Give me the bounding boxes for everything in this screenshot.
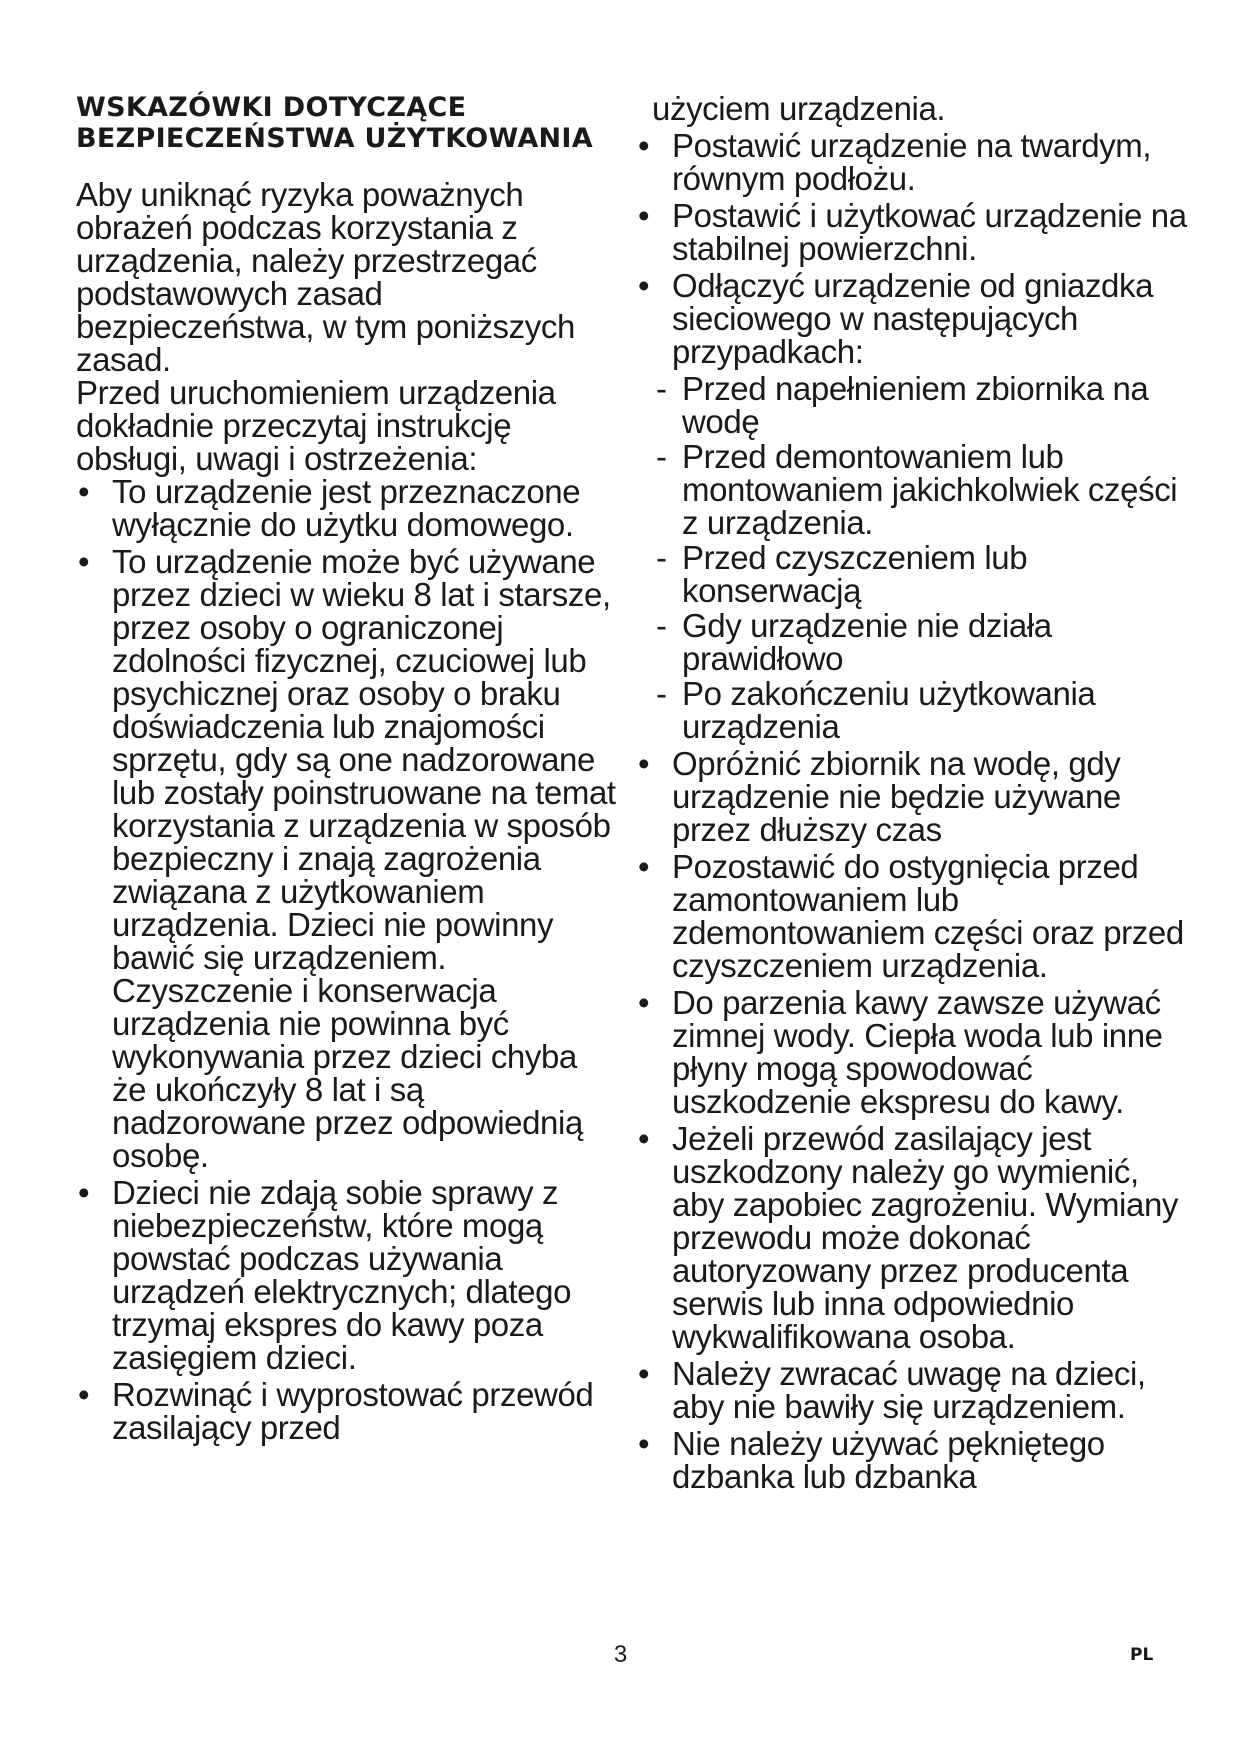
list-item [76,1376,616,1447]
list-item-text: Postawić i użytkować urządzenie na stabilnej powierzchni. [672,197,1187,267]
list-item-text: Nie należy używać pękniętego dzbanka lub dzbanka [672,1425,1105,1495]
bullet-icon: • [638,1355,650,1392]
dash-icon: - [656,370,667,407]
section-heading: WSKAZÓWKI DOTYCZĄCE BEZPIECZEŃSTWA UŻYTKOWANIA [76,92,593,155]
language-tag: PL [1130,1645,1154,1665]
continued-text: użyciem urządzenia. [652,90,946,127]
dash-item-text: Po zakończeniu użytkowania urządzenia [682,675,1096,745]
bullet-icon: • [638,1120,650,1157]
dash-item-text: Gdy urządzenie nie działa prawidłowo [682,607,1052,677]
dash-icon: - [656,607,667,644]
list-item-text: Odłączyć urządzenie od gniazdka sieciowego w następujących przypadkach: [672,267,1154,370]
list-item [76,543,616,1175]
list-item [636,1122,1196,1353]
dash-icon: - [656,675,667,712]
right-bullet-list-a [636,129,1196,368]
list-item-text: Należy zwracać uwagę na dzieci, aby nie bawiły się urządzeniem. [672,1355,1146,1425]
list-item [76,473,616,544]
bullet-icon: • [638,127,650,164]
bullet-icon: • [78,1174,90,1212]
list-item [636,1357,1196,1423]
list-item [636,850,1196,982]
list-item-text: Dzieci nie zdają sobie sprawy z niebezpieczeństw, które mogą powstać podczas używania urządzeń elektrycznych; dlatego trzymaj ekspres do kawy poza zasięgiem dzieci. [112,1174,572,1377]
bullet-icon: • [78,543,90,581]
list-item [76,1174,616,1377]
dash-item-text: Przed demontowaniem lub montowaniem jakichkolwiek części z urządzenia. [682,438,1178,541]
bullet-icon: • [78,1376,90,1414]
bullet-icon: • [638,267,650,304]
list-item-text: Opróżnić zbiornik na wodę, gdy urządzenie nie będzie używane przez dłuższy czas [672,745,1121,848]
dash-item [656,440,1196,539]
list-item [636,269,1196,368]
bullet-icon: • [638,745,650,782]
list-item-text: To urządzenie jest przeznaczone wyłącznie do użytku domowego. [112,473,581,544]
intro-paragraph: Aby uniknąć ryzyka poważnych obrażeń podczas korzystania z urządzenia, należy przestrzegać podstawowych zasad bezpieczeństwa, w tym poniższych zasad. [76,176,575,379]
list-item-text: Pozostawić do ostygnięcia przed zamontowaniem lub zdemontowaniem części oraz przed czyszczeniem urządzenia. [672,848,1184,984]
dash-item [656,677,1196,743]
bullet-icon: • [638,197,650,234]
list-item-text: Postawić urządzenie na twardym, równym podłożu. [672,127,1152,197]
list-item [636,1427,1196,1493]
dash-list [636,372,1196,743]
dash-icon: - [656,438,667,475]
bullet-icon: • [78,473,90,511]
bullet-icon: • [638,984,650,1021]
bullet-icon: • [638,848,650,885]
bullet-icon: • [638,1425,650,1462]
list-item-text: Jeżeli przewód zasilający jest uszkodzony należy go wymienić, aby zapobiec zagrożeniu. Wymiany przewodu może dokonać autoryzowany przez producenta serwis lub inna odpowiednio wykwalifikowana osoba. [672,1120,1178,1355]
dash-item-text: Przed czyszczeniem lub konserwacją [682,539,1028,609]
list-item [636,747,1196,846]
dash-item [656,541,1196,607]
list-item-text: Rozwinąć i wyprostować przewód zasilający przed [112,1376,594,1447]
list-item [636,129,1196,195]
dash-item [656,372,1196,438]
dash-item [656,609,1196,675]
right-bullet-list-b [636,747,1196,1493]
left-bullet-list [76,473,616,1447]
list-item-text: To urządzenie może być używane przez dzieci w wieku 8 lat i starsze, przez osoby o ograniczonej zdolności fizycznej, czuciowej lub psychicznej oraz osoby o braku doświadczenia lub znajomości sprzętu, gdy są one nadzorowane lub zostały poinstruowane na temat korzystania z urządzenia w sposób bezpieczny i znają zagrożenia związana z użytkowaniem urządzenia. Dzieci nie powinny bawić się urządzeniem. Czyszczenie i konserwacja urządzenia nie powinna być wykonywania przez dzieci chyba że ukończyły 8 lat i są nadzorowane przez odpowiednią osobę. [112,543,616,1175]
list-item [636,986,1196,1118]
left-column [76,92,616,1448]
list-item-text: Do parzenia kawy zawsze używać zimnej wody. Ciepła woda lub inne płyny mogą spowodować uszkodzenie ekspresu do kawy. [672,984,1163,1120]
page-number: 3 [613,1641,628,1668]
dash-item-text: Przed napełnieniem zbiornika na wodę [682,370,1149,440]
list-item [636,199,1196,265]
dash-icon: - [656,539,667,576]
instruction-paragraph: Przed uruchomieniem urządzenia dokładnie przeczytaj instrukcję obsługi, uwagi i ostrzeżenia: [76,374,556,478]
right-column [636,92,1196,1497]
